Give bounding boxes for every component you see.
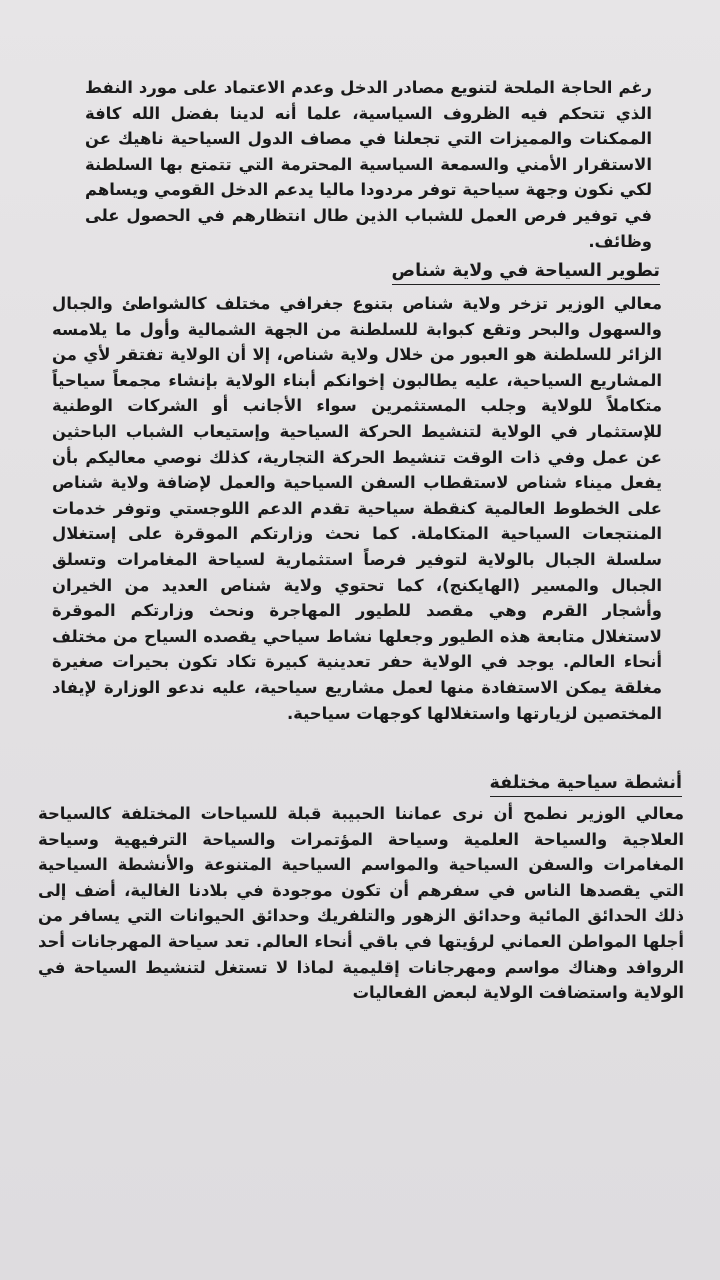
tourism-activities-text: معالي الوزير نطمح أن نرى عماننا الحبيبة قبلة للسياحات المختلفة كالسياحة العلاجية والسياحة العلمية وسياحة المؤتمرات والسياحة الترفيهية وسياحة المغامرات والسفن السياحية والمواسم السياحية المتنوعة والأنشطة السياحية التي يقصدها الناس في سفرهم أن تكون موجودة في بلادنا الغالية، أضف إلى ذلك الحدائق المائية وحدائق الزهور والتلفريك وحدائق الحيوانات التي يسافر من أجلها المواطن العماني لرؤيتها في باقي أنحاء العالم. تعد سياحة المهرجانات أحد الروافد وهناك مواسم ومهرجانات إقليمية لماذا لا تستغل لتنشيط السياحة في الولاية واستضافت الولاية لبعض الفعاليات bbox=[38, 804, 684, 1003]
intro-text: رغم الحاجة الملحة لتنويع مصادر الدخل وعدم الاعتماد على مورد النفط الذي تتحكم فيه الظروف السياسية، علما أنه لدينا بفضل الله كافة الممكنات والمميزات التي تجعلنا في مصاف الدول السياحية ناهيك عن الاستقرار الأمني والسمعة السياسية المحترمة التي تتمتع بها السلطنة لكي نكون وجهة سياحية توفر مردودا ماليا يدعم الدخل القومي ويساهم في توفير فرص العمل للشباب الذين طال انتظارهم في الحصول على وظائف. bbox=[85, 78, 652, 251]
section-heading-tourism-activities: أنشطة سياحية مختلفة bbox=[490, 771, 682, 797]
intro-paragraph bbox=[85, 75, 652, 254]
section-heading-shinas-tourism: تطوير السياحة في ولاية شناص bbox=[392, 259, 660, 285]
tourism-activities-paragraph bbox=[38, 801, 684, 1006]
shinas-tourism-paragraph bbox=[52, 291, 662, 726]
shinas-tourism-text: معالي الوزير تزخر ولاية شناص بتنوع جغرافي مختلف كالشواطئ والجبال والسهول والبحر وتقع كبوابة للسلطنة من الجهة الشمالية وأول ما يلامسه الزائر للسلطنة هو العبور من خلال ولاية شناص، إلا أن الولاية تفتقر لأي من المشاريع السياحية، عليه يطالبون إخوانكم أبناء الولاية بإنشاء مجمعاً سياحياً متكاملاً للولاية وجلب المستثمرين سواء الأجانب أو الشركات الوطنية للإستثمار في الولاية لتنشيط الحركة السياحية وإستيعاب الشباب الباحثين عن عمل وفي ذات الوقت تنشيط الحركة التجارية، كذلك نوصي معاليكم بأن يفعل ميناء شناص لاستقطاب السفن السياحية والعمل لإضافة ولاية شناص على الخطوط العالمية كنقطة سياحية تقدم الدعم اللوجستي وتوفر خدمات المنتجعات السياحية المتكاملة. كما نحث وزارتكم الموقرة على إستغلال سلسلة الجبال بالولاية لتوفير فرصاً استثمارية لسياحة المغامرات وتسلق الجبال والمسير (الهايكنج)، كما تحتوي ولاية شناص العديد من الخيران وأشجار القرم وهي مقصد للطيور المهاجرة ونحث وزارتكم الموقرة لاستغلال متابعة هذه الطيور وجعلها نشاط سياحي يقصده السياح من مختلف أنحاء العالم. يوجد في الولاية حفر تعدينية كبيرة تكاد تكون بحيرات صغيرة مغلقة يمكن الاستفادة منها لعمل مشاريع سياحية، عليه ندعو الوزارة لإيفاد المختصين لزيارتها واستغلالها كوجهات سياحية. bbox=[52, 294, 662, 723]
